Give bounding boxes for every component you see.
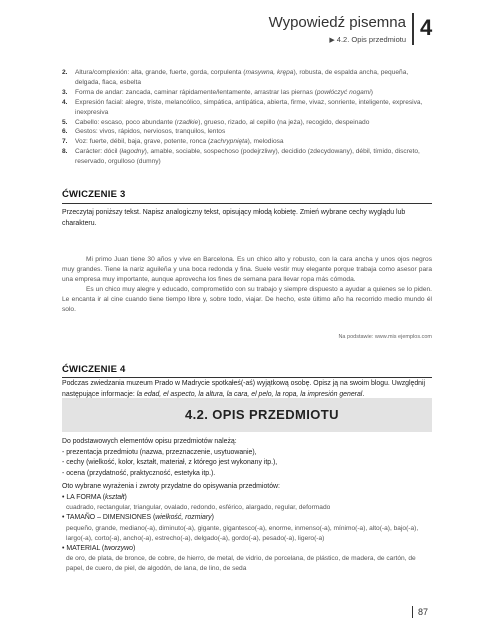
forma-text: cuadrado, rectangular, triangular, ovalado, redondo, esférico, alargado, regular, deformado xyxy=(66,504,331,512)
tamano-text: pequeño, grande, mediano(-a), diminuto(-a), gigante, gigantesco(-a), enorme, inmenso(-a), mínimo(-a), alto(-a), bajo(-a), largo(-a), corto(-a), ancho(-a), estrecho(-a), delgado(-a), gordo(-a), pesado(-a), ligero(-a) xyxy=(66,524,419,542)
list-text: Voz: fuerte, débil, baja, grave, potente, ronca ( xyxy=(75,138,211,146)
list-text: Gestos: vivos, rápidos, nerviosos, tranquilos, lentos xyxy=(75,128,226,136)
expressions-intro: Oto wybrane wyrażenia i zwroty przydatne do opisywania przedmiotów: xyxy=(62,483,280,490)
page-number-divider xyxy=(412,606,413,618)
forma-label xyxy=(62,493,434,504)
section-item: - ocena (przydatność, praktyczność, estetyka itp.). xyxy=(62,469,216,477)
source-note: Na podstawie: www.mis ejemplos.com xyxy=(338,334,432,340)
description-list xyxy=(62,68,432,167)
list-text: Carácter: dócil ( xyxy=(75,148,122,156)
list-text: Expresión facial: alegre, triste, melancólico, simpática, antipática, abierta, firme, vivaz, sonriente, inteligente, expresiva, inexpresiva xyxy=(75,98,423,116)
list-number: 4. xyxy=(62,98,68,106)
label-text: • MATERIAL ( xyxy=(62,544,105,552)
exercise-3-rule xyxy=(62,203,432,204)
section-item: - prezentacja przedmiotu (nazwa, przeznaczenie, usytuowanie), xyxy=(62,448,257,456)
list-number: 8. xyxy=(62,148,68,156)
list-item xyxy=(62,137,432,147)
list-number: 5. xyxy=(62,118,68,126)
list-italic: rzadkie xyxy=(176,118,199,126)
label-close: ) xyxy=(132,544,136,552)
list-text: Cabello: escaso, poco abundante ( xyxy=(75,118,177,126)
label-text: • TAMAÑO – DIMENSIONES ( xyxy=(62,514,156,522)
list-number: 7. xyxy=(62,138,68,146)
header-title: Wypowiedź pisemna xyxy=(268,14,406,31)
exercise-3-task: Przeczytaj poniższy tekst. Napisz analogiczny tekst, opisujący młodą kobietę. Zmień wybrane cechy wyglądu lub charakteru. xyxy=(62,209,406,227)
section-intro: Do podstawowych elementów opisu przedmiotów należą: xyxy=(62,438,237,445)
list-italic: masywna, krępa xyxy=(245,69,294,76)
tamano-values xyxy=(62,524,434,544)
material-text: de oro, de plata, de bronce, de cobre, de hierro, de metal, de vidrio, de porcelana, de plástico, de madera, de cartón, de papel, de cuero, de piel, de algodón, de lana, de lino, de seda xyxy=(66,555,416,572)
section-item: - cechy (wielkość, kolor, kształt, materiał, z którego jest wykonany itp.), xyxy=(62,459,278,467)
task-italic: la edad, el aspecto, la altura, la cara, el pelo, la ropa, la impresión general xyxy=(136,390,363,398)
list-item xyxy=(62,118,432,128)
story-paragraph: Mi primo Juan tiene 30 años y vive en Barcelona. Es un chico alto y robusto, con la cara ancha y unos ojos negros muy grandes. Tiene la nariz aguileña y una boca redonda y fina. Suele vestir muy elegante porque trabaja como asesor para una empresa muy importante, aunque aprovecha los fines de semana para llevar ropa más cómoda. xyxy=(62,256,432,283)
list-number: 2. xyxy=(62,69,68,76)
task-text: Podczas zwiedzania muzeum Prado w Madrycie spotkałeś(-aś) wyjątkową osobę. Opisz ją na swoim blogu. Uwzględnij następujące informacje: xyxy=(62,380,426,398)
triangle-icon: ▶ xyxy=(329,37,335,44)
chapter-number: 4 xyxy=(420,15,433,40)
header-subtitle-text: 4.2. Opis przedmiotu xyxy=(336,35,406,44)
page-number: 87 xyxy=(418,607,429,617)
section-title: 4.2. OPIS PRZEDMIOTU xyxy=(185,407,339,422)
list-text: Forma de andar: zancada, caminar rápidamente/lentamente, arrastrar las piernas ( xyxy=(75,88,317,96)
exercise-3-heading: ĆWICZENIE 3 xyxy=(62,189,126,200)
exercise-4-rule xyxy=(62,377,432,378)
label-italic: tworzywo xyxy=(104,544,133,552)
list-item xyxy=(62,98,432,118)
header-divider xyxy=(412,13,414,45)
label-close: ) xyxy=(211,514,214,522)
list-tail: ), robusta, de espalda ancha, pequeña, delgada, flaca, esbelta xyxy=(75,69,409,86)
header-subtitle xyxy=(329,35,406,44)
list-text: Altura/complexión: alta, grande, fuerte, gorda, corpulenta ( xyxy=(75,69,246,76)
exercise-4-heading: ĆWICZENIE 4 xyxy=(62,364,126,375)
expressions-block xyxy=(62,482,434,574)
exercise-3-text xyxy=(62,255,432,314)
list-tail: ) xyxy=(370,88,373,96)
list-item xyxy=(62,88,432,98)
section-intro-block xyxy=(62,437,434,479)
list-italic: powłóczyć nogami xyxy=(316,88,371,96)
material-values xyxy=(62,554,434,574)
tamano-label xyxy=(62,513,434,524)
label-italic: kształt xyxy=(105,493,125,501)
label-text: • LA FORMA ( xyxy=(62,493,105,501)
story-paragraph: Es un chico muy alegre y educado, comprometido con su trabajo y siempre dispuesto a ayudar a quienes se lo piden. Le encanta ir al cine cuando tiene tiempo libre y, sobre todo, viajar. De hecho, este último año ha recorrido medio mundo él solo. xyxy=(62,285,432,313)
list-item xyxy=(62,68,432,88)
section-heading-box xyxy=(62,398,432,432)
list-tail: ), melodiosa xyxy=(247,138,284,146)
label-close: ) xyxy=(124,493,127,501)
material-label xyxy=(62,544,434,555)
list-item xyxy=(62,147,432,167)
list-item xyxy=(62,127,432,137)
forma-values xyxy=(62,503,434,513)
list-number: 6. xyxy=(62,128,68,136)
list-number: 3. xyxy=(62,88,68,96)
list-tail: ), grueso, rizado, al cepillo (na jeża), recogido, despeinado xyxy=(198,118,370,126)
list-italic: łagodny xyxy=(121,148,145,156)
label-italic: wielkość, rozmiary xyxy=(155,514,212,522)
list-italic: zachrypnięta xyxy=(210,138,248,146)
list-tail: ), amable, sociable, sospechoso (podejrzliwy), decidido (zdecydowany), débil, tímido, discreto, reservado, orgulloso (dumny) xyxy=(75,148,420,166)
task-end: . xyxy=(362,390,365,398)
exercise-4-task xyxy=(62,379,434,400)
